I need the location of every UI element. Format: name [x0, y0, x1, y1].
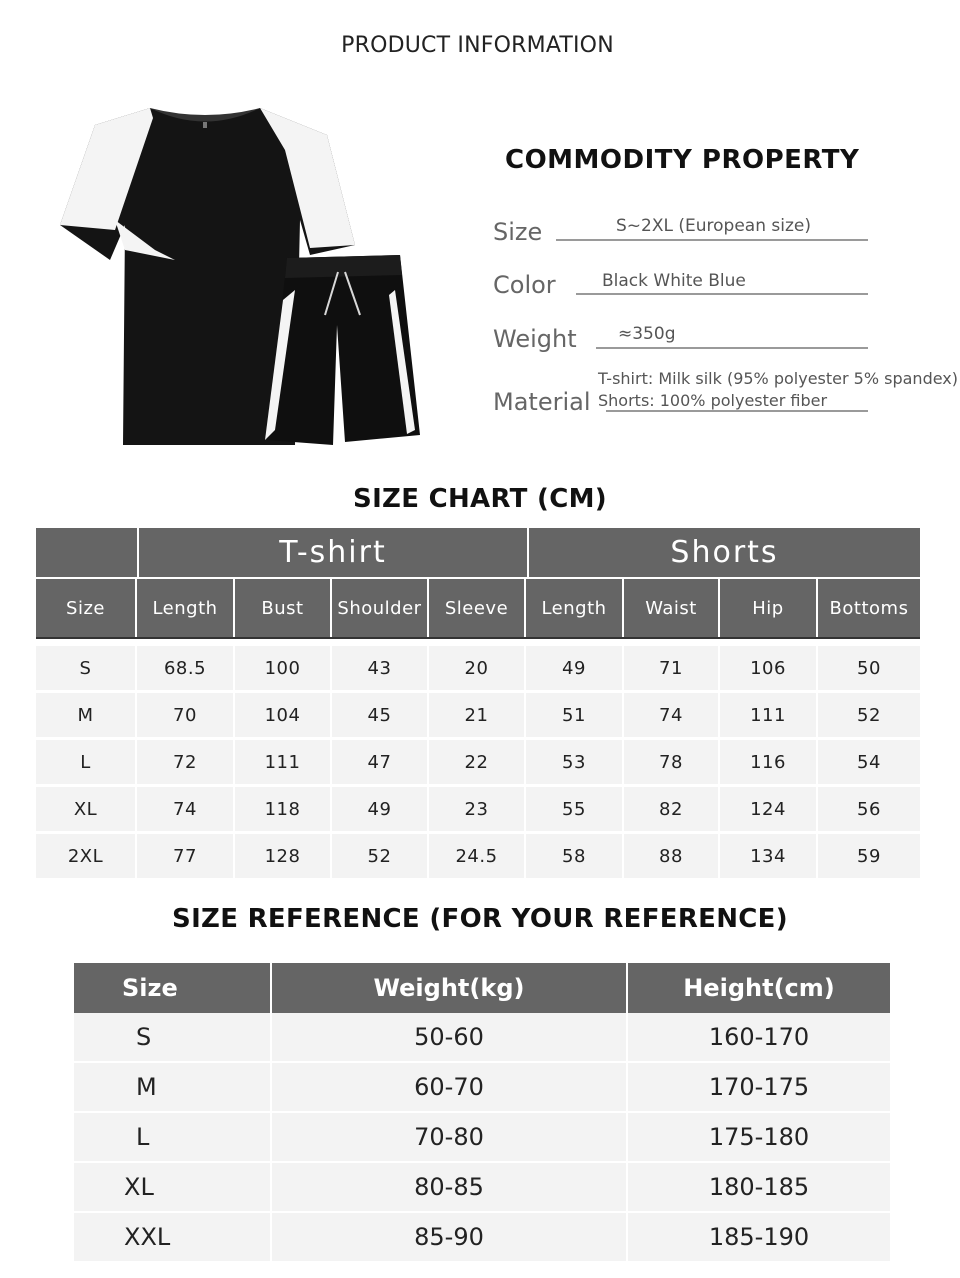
table-cell: 72	[137, 740, 235, 784]
size-reference-table	[74, 963, 890, 1261]
table-cell: 180-185	[708, 1173, 810, 1201]
table-cell: 106	[720, 646, 818, 690]
size-reference-header-row	[74, 963, 890, 1013]
column-header: Length	[137, 579, 235, 637]
table-cell: M	[74, 1063, 272, 1111]
table-row	[36, 740, 920, 784]
table-row	[36, 646, 920, 690]
shorts-group-header: Shorts	[529, 528, 920, 577]
table-cell: 70	[137, 693, 235, 737]
table-cell: 58	[526, 834, 624, 878]
table-cell: 80-85	[272, 1163, 628, 1211]
table-cell: 124	[720, 787, 818, 831]
table-row	[74, 1113, 890, 1161]
table-row	[74, 1013, 890, 1061]
table-cell: 78	[624, 740, 720, 784]
size-chart-table	[36, 528, 920, 878]
column-header: Weight(kg)	[272, 963, 628, 1013]
weight-value: ≈350g	[618, 324, 676, 344]
group-blank-cell	[36, 528, 137, 577]
table-cell: 160-170	[708, 1023, 810, 1051]
table-cell: 52	[818, 693, 920, 737]
table-cell: 22	[429, 740, 526, 784]
table-row	[74, 1213, 890, 1261]
size-chart-group-row	[36, 528, 920, 577]
table-cell: 175-180	[708, 1123, 810, 1151]
size-reference-title: SIZE REFERENCE (FOR YOUR REFERENCE)	[172, 904, 788, 934]
table-cell: 50-60	[272, 1013, 628, 1061]
column-header: Bust	[235, 579, 332, 637]
table-cell: 104	[235, 693, 332, 737]
table-cell: 170-175	[708, 1073, 810, 1101]
column-header: Length	[526, 579, 624, 637]
table-cell: 71	[624, 646, 720, 690]
weight-underline	[596, 347, 868, 349]
table-cell: M	[36, 693, 137, 737]
size-value: S~2XL (European size)	[616, 216, 811, 236]
table-cell: 56	[818, 787, 920, 831]
color-value: Black White Blue	[602, 271, 746, 291]
column-header: Waist	[624, 579, 720, 637]
table-row	[74, 1063, 890, 1111]
material-shorts-value: Shorts: 100% polyester fiber	[598, 391, 828, 410]
table-cell: 111	[720, 693, 818, 737]
table-cell: XXL	[74, 1213, 272, 1261]
table-cell: L	[74, 1113, 272, 1161]
table-cell: L	[36, 740, 137, 784]
table-cell: 74	[624, 693, 720, 737]
column-header: Size	[36, 579, 137, 637]
material-label: Material	[493, 388, 591, 416]
product-image	[55, 100, 435, 450]
table-cell: 52	[332, 834, 429, 878]
commodity-property-title: COMMODITY PROPERTY	[505, 145, 860, 175]
table-cell: 68.5	[137, 646, 235, 690]
material-underline	[606, 410, 868, 412]
size-chart-header-row	[36, 579, 920, 639]
table-cell: 53	[526, 740, 624, 784]
table-cell: 45	[332, 693, 429, 737]
table-row	[36, 693, 920, 737]
table-cell: 134	[720, 834, 818, 878]
table-cell: 70-80	[272, 1113, 628, 1161]
material-tshirt-value: T-shirt: Milk silk (95% polyester 5% spandex)	[598, 369, 958, 388]
shorts-graphic	[265, 255, 420, 445]
table-cell: 47	[332, 740, 429, 784]
size-reference-body	[74, 1013, 890, 1261]
table-row	[36, 787, 920, 831]
table-cell: S	[36, 646, 137, 690]
weight-label: Weight	[493, 325, 577, 353]
table-cell: 128	[235, 834, 332, 878]
table-cell: 77	[137, 834, 235, 878]
column-header: Size	[74, 963, 272, 1013]
table-cell: 111	[235, 740, 332, 784]
table-cell: 116	[720, 740, 818, 784]
column-header: Bottoms	[818, 579, 920, 637]
product-information-banner: PRODUCT INFORMATION	[332, 32, 623, 63]
table-cell: 49	[526, 646, 624, 690]
table-cell: 85-90	[272, 1213, 628, 1261]
table-cell: XL	[36, 787, 137, 831]
table-cell: 100	[235, 646, 332, 690]
color-label: Color	[493, 271, 556, 299]
table-cell: 54	[818, 740, 920, 784]
table-cell: XL	[74, 1163, 272, 1211]
table-cell: 118	[235, 787, 332, 831]
table-cell: 88	[624, 834, 720, 878]
table-cell: 23	[429, 787, 526, 831]
size-label: Size	[493, 218, 543, 246]
table-cell: 21	[429, 693, 526, 737]
table-cell: 60-70	[272, 1063, 628, 1111]
table-cell: 49	[332, 787, 429, 831]
size-chart-body	[36, 646, 920, 878]
table-cell: 74	[137, 787, 235, 831]
table-cell: 82	[624, 787, 720, 831]
table-cell: 20	[429, 646, 526, 690]
table-cell: 43	[332, 646, 429, 690]
table-cell: 55	[526, 787, 624, 831]
column-header: Shoulder	[332, 579, 429, 637]
table-cell: S	[74, 1013, 272, 1061]
column-header: Height(cm)	[628, 963, 890, 1013]
table-cell: 50	[818, 646, 920, 690]
table-cell: 59	[818, 834, 920, 878]
table-cell: 24.5	[429, 834, 526, 878]
size-chart-title: SIZE CHART (CM)	[353, 484, 607, 514]
table-cell: 2XL	[36, 834, 137, 878]
size-underline	[556, 239, 868, 241]
color-underline	[576, 293, 868, 295]
table-row	[74, 1163, 890, 1211]
column-header: Hip	[720, 579, 818, 637]
tshirt-group-header: T-shirt	[139, 528, 527, 577]
table-cell: 51	[526, 693, 624, 737]
table-row	[36, 834, 920, 878]
table-cell: 185-190	[708, 1223, 810, 1251]
column-header: Sleeve	[429, 579, 526, 637]
